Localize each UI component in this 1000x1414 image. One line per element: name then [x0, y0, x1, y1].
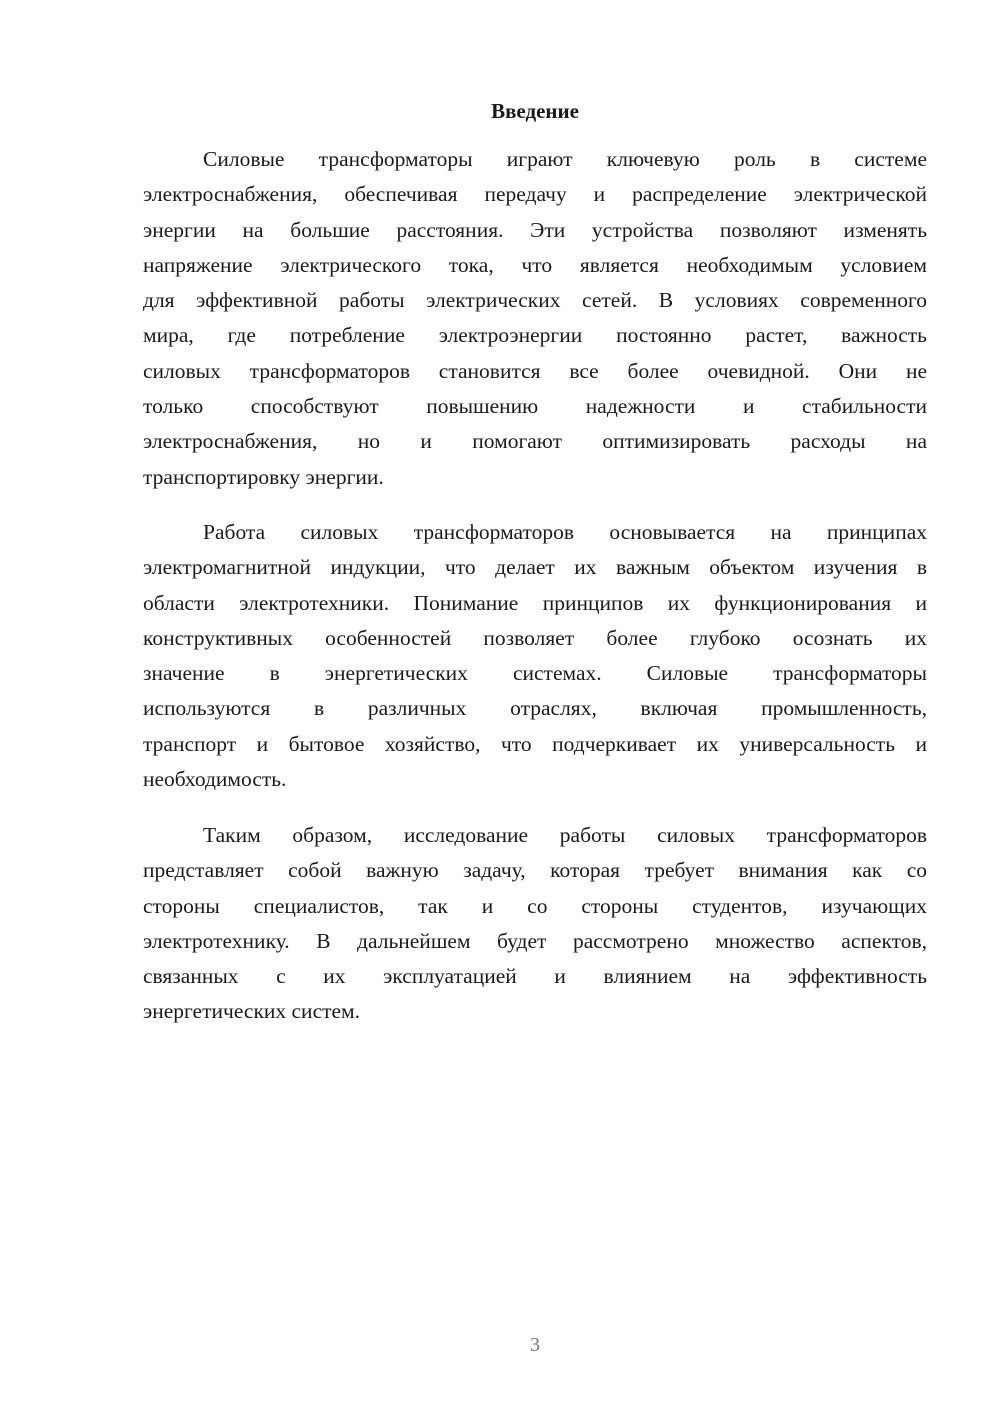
text-line: Силовые трансформаторы играют ключевую роль в системе [203, 147, 927, 171]
text-line: энергетических систем. [143, 999, 361, 1024]
paragraph-1 [143, 142, 927, 495]
text-line: мира, где потребление электроэнергии постоянно растет, важность [143, 323, 927, 348]
text-line: связанных с их эксплуатацией и влиянием на эффективность [143, 964, 927, 989]
text-line: Работа силовых трансформаторов основывается на принципах [203, 520, 927, 544]
text-line: транспортировку энергии. [143, 464, 384, 489]
text-line: используются в различных отраслях, включая промышленность, [143, 696, 927, 721]
text-line: напряжение электрического тока, что является необходимым условием [143, 252, 927, 277]
text-line: транспорт и бытовое хозяйство, что подчеркивает их универсальность и [143, 731, 927, 756]
paragraph-3 [143, 818, 927, 1030]
page-number: 3 [530, 1334, 540, 1356]
text-line: конструктивных особенностей позволяет более глубоко осознать их [143, 625, 927, 650]
text-line: для эффективной работы электрических сетей. В условиях современного [143, 288, 927, 313]
text-line: электроснабжения, но и помогают оптимизировать расходы на [143, 429, 927, 454]
text-line: значение в энергетических системах. Силовые трансформаторы [143, 661, 927, 686]
text-line: стороны специалистов, так и со стороны студентов, изучающих [143, 893, 927, 918]
text-line: области электротехники. Понимание принципов их функционирования и [143, 590, 927, 615]
text-line: силовых трансформаторов становится все более очевидной. Они не [143, 358, 927, 383]
text-line: электроснабжения, обеспечивая передачу и распределение электрической [143, 182, 927, 207]
text-line: электротехнику. В дальнейшем будет рассмотрено множество аспектов, [143, 928, 927, 953]
text-line: Таким образом, исследование работы силовых трансформаторов [203, 823, 927, 847]
text-line: энергии на большие расстояния. Эти устройства позволяют изменять [143, 217, 927, 242]
text-line: только способствуют повышению надежности и стабильности [143, 394, 927, 419]
text-line: представляет собой важную задачу, которая требует внимания как со [143, 858, 927, 883]
paragraph-2 [143, 515, 927, 797]
section-title: Введение [491, 99, 579, 123]
text-line: электромагнитной индукции, что делает их важным объектом изучения в [143, 555, 927, 580]
text-line: необходимость. [143, 767, 287, 792]
